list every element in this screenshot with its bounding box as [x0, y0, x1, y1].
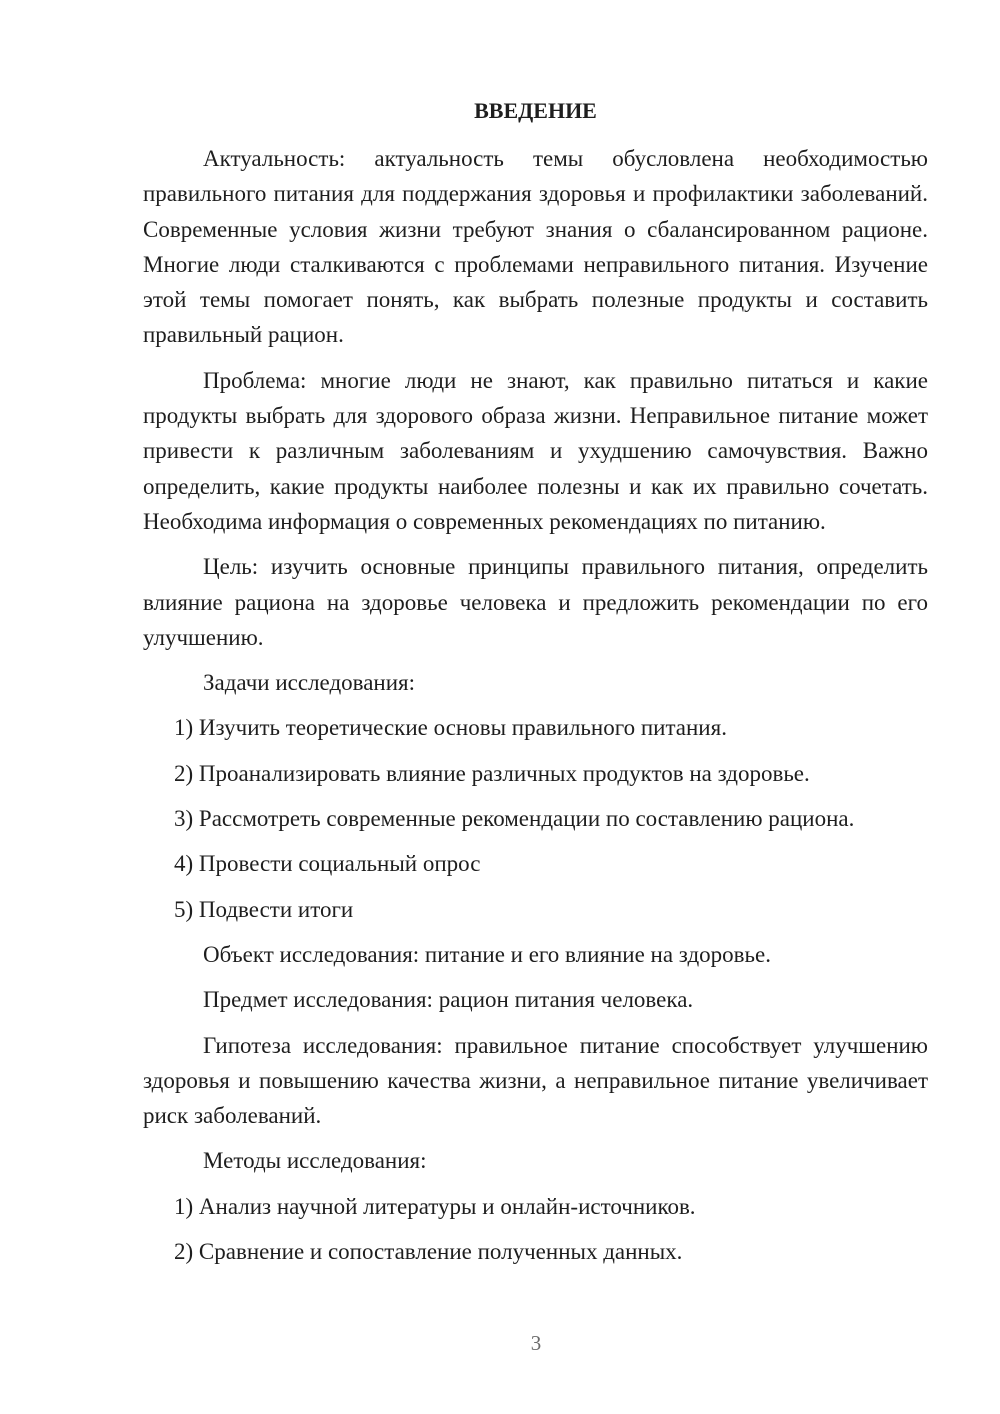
- method-item: 1) Анализ научной литературы и онлайн-источников.: [174, 1193, 696, 1219]
- method-item: 2) Сравнение и сопоставление полученных данных.: [174, 1239, 683, 1265]
- task-item: 2) Проанализировать влияние различных продуктов на здоровье.: [174, 760, 810, 786]
- task-item: 5) Подвести итоги: [174, 896, 354, 922]
- task-item: 3) Рассмотреть современные рекомендации по составлению рациона.: [174, 806, 855, 832]
- page-content: [143, 94, 928, 1279]
- relevance-paragraph: Актуальность: актуальность темы обусловлена необходимостью правильного питания для поддержания здоровья и профилактики заболеваний. Современные условия жизни требуют знания о сбалансированном рационе. Многие люди сталкиваются с проблемами неправильного питания. Изучение этой темы помогает понять, как выбрать полезные продукты и составить правильный рацион.: [143, 146, 928, 348]
- problem-paragraph: Проблема: многие люди не знают, как правильно питаться и какие продукты выбрать для здорового образа жизни. Неправильное питание может привести к различным заболеваниям и ухудшению самочувствия. Важно определить, какие продукты наиболее полезны и как их правильно сочетать. Необходима информация о современных рекомендациях по питанию.: [143, 367, 928, 534]
- methods-heading: Методы исследования:: [203, 1148, 427, 1174]
- tasks-heading: Задачи исследования:: [203, 670, 416, 696]
- task-item: 1) Изучить теоретические основы правильного питания.: [174, 715, 727, 741]
- goal-paragraph: Цель: изучить основные принципы правильного питания, определить влияние рациона на здоровье человека и предложить рекомендации по его улучшению.: [143, 554, 928, 650]
- hypothesis-paragraph: Гипотеза исследования: правильное питание способствует улучшению здоровья и повышению качества жизни, а неправильное питание увеличивает риск заболеваний.: [143, 1032, 928, 1129]
- section-title: ВВЕДЕНИЕ: [474, 98, 597, 123]
- task-item: 4) Провести социальный опрос: [174, 851, 481, 877]
- page-number: 3: [530, 1331, 542, 1355]
- subject-paragraph: Предмет исследования: рацион питания человека.: [203, 987, 694, 1013]
- object-paragraph: Объект исследования: питание и его влияние на здоровье.: [203, 941, 771, 967]
